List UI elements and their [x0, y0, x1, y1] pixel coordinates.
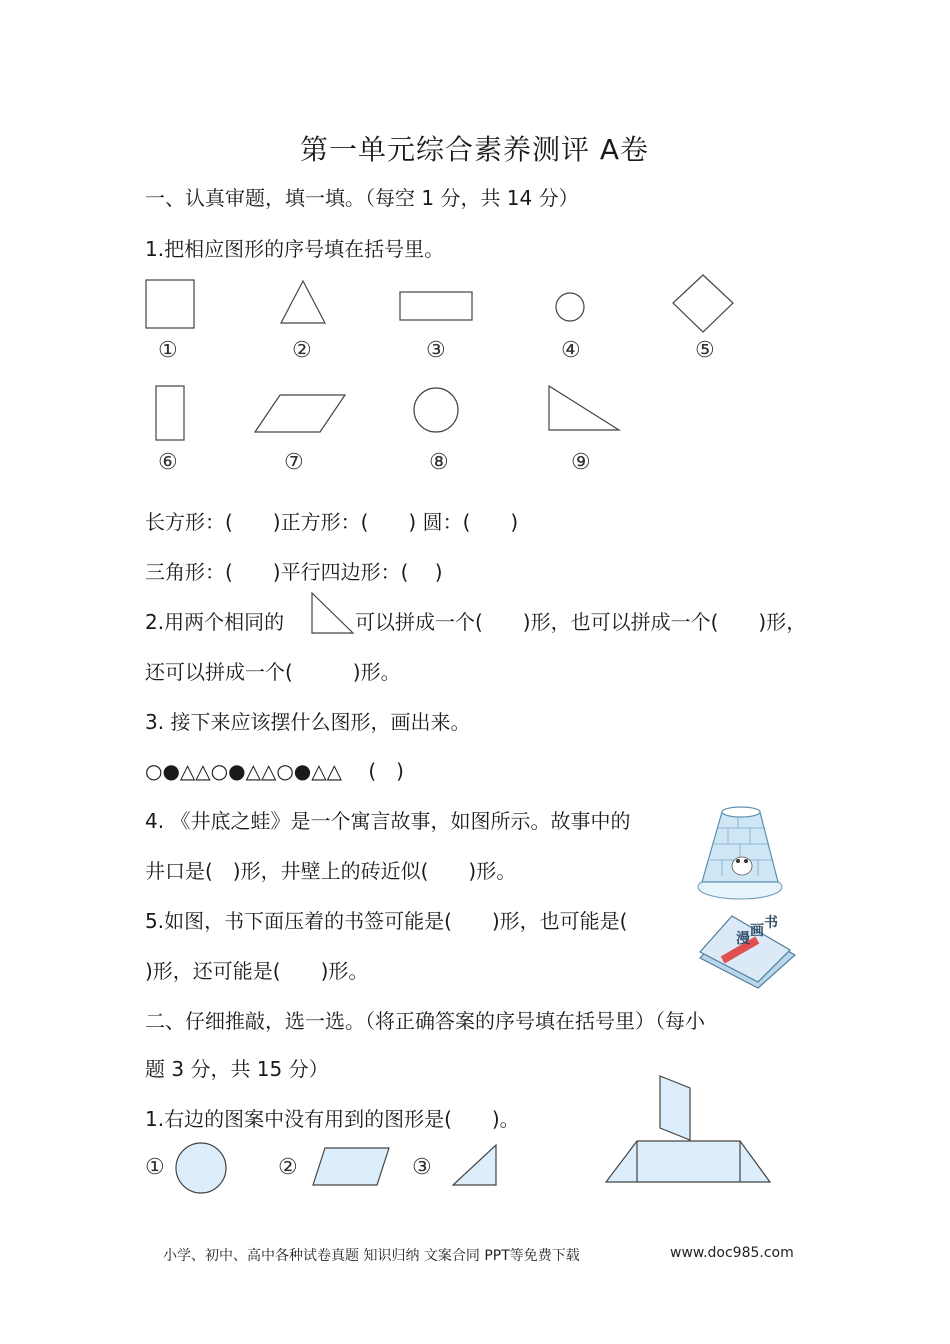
q3-sequence: ○●△△○●△△○●△△ ( )	[145, 759, 404, 783]
shape-tall-rectangle	[156, 386, 184, 440]
q5-line2: )形，还可能是( )形。	[145, 959, 369, 983]
shape-triangle	[281, 281, 325, 323]
q2-line2: 还可以拼成一个( )形。	[145, 660, 401, 684]
q4-line1: 4. 《井底之蛙》是一个寓言故事，如图所示。故事中的	[145, 809, 631, 833]
shape-number-7: ⑦	[284, 450, 304, 475]
shape-small-circle	[556, 293, 584, 321]
option-triangle	[453, 1145, 496, 1185]
shape-number-4: ④	[561, 338, 581, 363]
book-text-3: 书	[764, 915, 778, 931]
shape-number-6: ⑥	[158, 450, 178, 475]
s2-q1-prompt: 1.右边的图案中没有用到的图形是( )。	[145, 1107, 520, 1131]
q5-line1: 5.如图，书下面压着的书签可能是( )形，也可能是(	[145, 909, 628, 933]
shape-number-9: ⑨	[571, 450, 591, 475]
shape-number-5: ⑤	[695, 338, 715, 363]
option-number-1: ①	[145, 1155, 165, 1180]
q1-answer-line2: 三角形：( )平行四边形：( )	[145, 560, 443, 584]
section1-heading: 一、认真审题，填一填。（每空 1 分，共 14 分）	[145, 186, 579, 210]
option-number-2: ②	[278, 1155, 298, 1180]
q4-line2: 井口是( )形，井壁上的砖近似( )形。	[145, 859, 517, 883]
shape-parallelogram	[255, 395, 345, 432]
shape-number-2: ②	[292, 338, 312, 363]
shape-right-triangle	[549, 386, 619, 430]
q1-answer-line1: 长方形：( )正方形：( ) 圆：( )	[145, 510, 519, 534]
shape-number-1: ①	[158, 338, 178, 363]
footer-url[interactable]: www.doc985.com	[670, 1245, 794, 1261]
book-text-2: 画	[750, 923, 764, 939]
shape-diamond-square	[673, 275, 733, 332]
q1-prompt: 1.把相应图形的序号填在括号里。	[145, 237, 445, 261]
q2-part1: 2.用两个相同的	[145, 610, 285, 634]
shape-number-3: ③	[426, 338, 446, 363]
shape-number-8: ⑧	[429, 450, 449, 475]
option-circle	[176, 1143, 226, 1193]
section2-heading-line2: 题 3 分，共 15 分）	[145, 1057, 329, 1081]
footer-left: 小学、初中、高中各种试卷真题 知识归纳 文案合同 PPT等免费下载	[163, 1248, 580, 1264]
q2-part2: 可以拼成一个( )形，也可以拼成一个( )形，	[355, 610, 807, 634]
option-parallelogram	[313, 1148, 389, 1185]
section2-heading-line1: 二、仔细推敲，选一选。（将正确答案的序号填在括号里）（每小	[145, 1009, 705, 1033]
pattern-parallelogram	[660, 1076, 690, 1140]
page-title: 第一单元综合素养测评 A卷	[300, 133, 650, 166]
shape-rectangle	[400, 292, 472, 320]
pattern-figure	[0, 0, 200, 150]
q3-prompt: 3. 接下来应该摆什么图形，画出来。	[145, 710, 471, 734]
option-number-3: ③	[412, 1155, 432, 1180]
book-text-1: 漫	[736, 931, 750, 947]
pattern-trapezoid	[606, 1141, 770, 1182]
shape-square	[146, 280, 194, 328]
shape-large-circle	[414, 388, 458, 432]
